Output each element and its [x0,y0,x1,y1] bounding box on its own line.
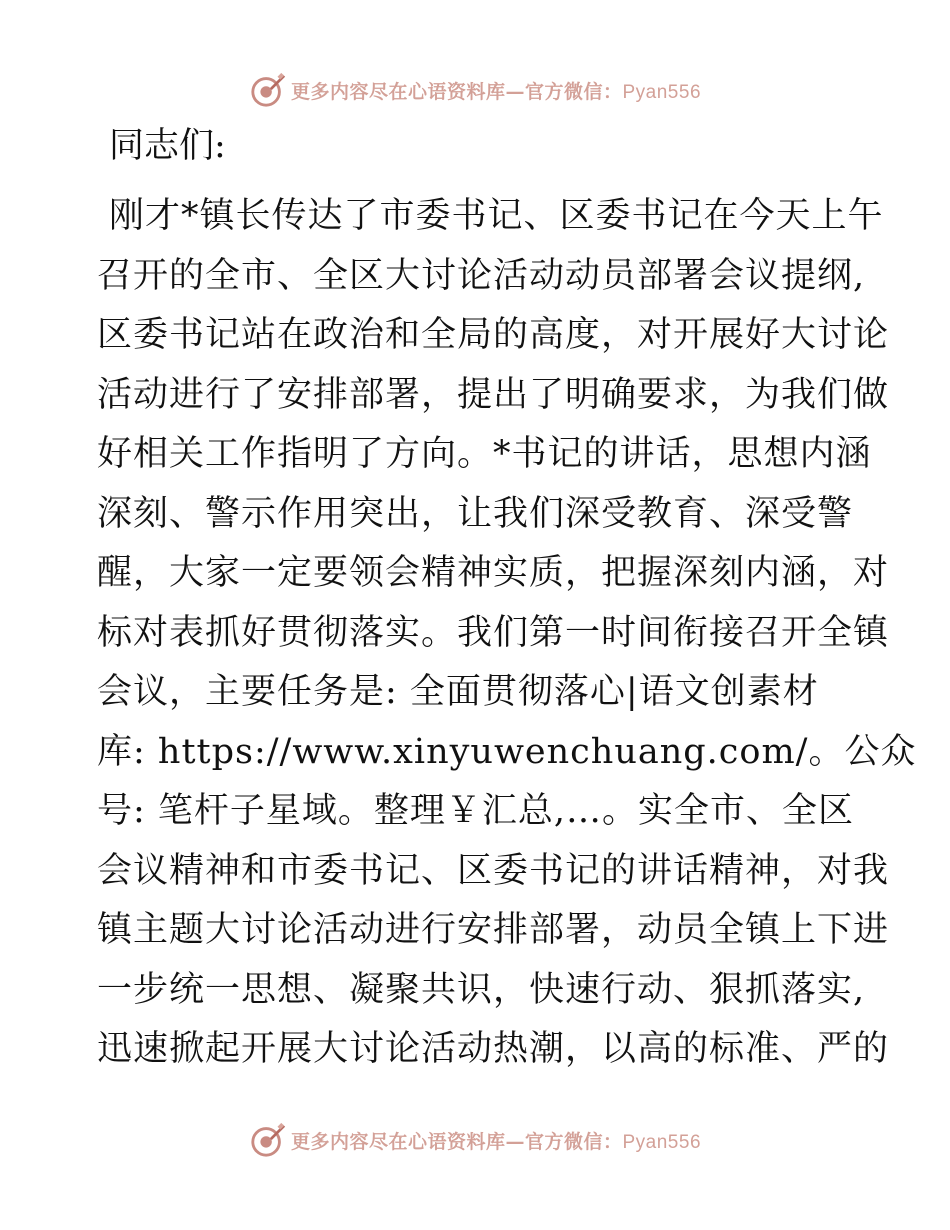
quill-circle-logo-icon [249,71,287,109]
document-body [97,124,917,1087]
paragraph-line: 召开的全市、全区大讨论活动动员部署会议提纲, [97,255,866,296]
paragraph-line: 会议，主要任务是: 全面贯彻落心|语文创素材 [97,672,819,712]
header-watermark-banner [0,70,950,110]
watermark-handle: Pyan556 [622,81,702,103]
paragraph-line: 库: https://www.xinyuwenchuang.com/。公众 [97,731,917,772]
watermark-text: 更多内容尽在心语资料库—官方微信：Pyan556 [290,1130,702,1153]
paragraph-line: 醒，大家一定要领会精神实质，把握深刻内涵，对 [97,553,890,593]
salutation: 同志们: [109,126,226,166]
quill-circle-logo-icon [249,1121,287,1159]
footer-watermark-banner [0,1120,950,1160]
paragraph-line: 镇主题大讨论活动进行安排部署，动员全镇上下进 [97,910,890,950]
paragraph-line: 深刻、警示作用突出，让我们深受教育、深受警 [97,493,854,534]
paragraph-line: 迅速掀起开展大讨论活动热潮，以高的标准、严的 [97,1029,890,1069]
paragraph-line: 标对表抓好贯彻落实。我们第一时间衔接召开全镇 [97,612,890,653]
paragraph-line: 活动进行了安排部署，提出了明确要求，为我们做 [97,374,890,415]
paragraph-line: 好相关工作指明了方向。*书记的讲话，思想内涵 [97,434,872,474]
watermark-text: 更多内容尽在心语资料库—官方微信：Pyan556 [290,80,702,103]
paragraph-line: 区委书记站在政治和全局的高度，对开展好大讨论 [97,315,890,355]
paragraph-line: 一步统一思想、凝聚共识，快速行动、狠抓落实, [97,969,866,1010]
paragraph-line: 刚才*镇长传达了市委书记、区委书记在今天上午 [109,196,884,236]
paragraph-line: 号: 笔杆子星域。整理￥汇总,…。实全市、全区 [97,791,855,831]
watermark-handle: Pyan556 [622,1131,702,1153]
paragraph-line: 会议精神和市委书记、区委书记的讲话精神，对我 [97,850,890,891]
